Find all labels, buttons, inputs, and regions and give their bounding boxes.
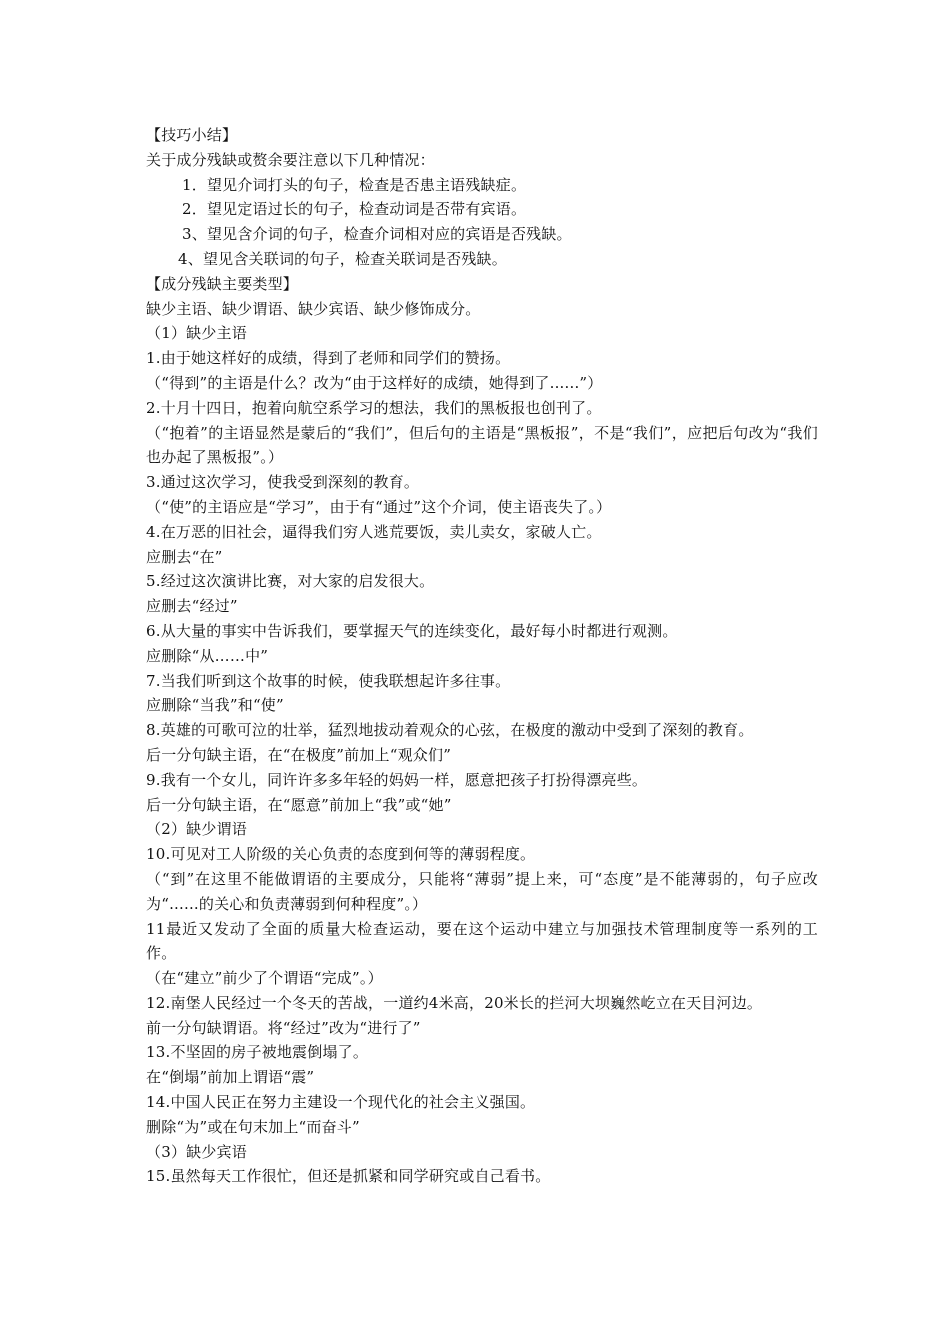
correction-text: 前一分句缺谓语。将“经过”改为“进行了” [146, 1018, 421, 1037]
section-heading-predicate: （2）缺少谓语 [146, 820, 247, 839]
heading-tips: 【技巧小结】 [146, 126, 238, 144]
example-sentence: 2.十月十四日，抱着向航空系学习的想法，我们的黑板报也创刊了。 [146, 398, 602, 417]
example-sentence: 3.通过这次学习，使我受到深刻的教育。 [146, 473, 420, 492]
example-sentence: 15.虽然每天工作很忙，但还是抓紧和同学研究或自己看书。 [146, 1167, 551, 1186]
tip-item: 2．望见定语过长的句子，检查动词是否带有宾语。 [182, 200, 527, 219]
example-sentence: 10.可见对工人阶级的关心负责的态度到何等的薄弱程度。 [146, 845, 536, 864]
tip-item: 4、望见含关联词的句子，检查关联词是否残缺。 [178, 249, 507, 268]
correction-text: 在“倒塌”前加上谓语“震” [146, 1068, 315, 1087]
example-sentence: 13.不坚固的房子被地震倒塌了。 [146, 1043, 369, 1062]
example-sentence: 4.在万恶的旧社会，逼得我们穷人逃荒要饭，卖儿卖女，家破人亡。 [146, 522, 602, 541]
example-sentence: 8.英雄的可歌可泣的壮举，猛烈地拔动着观众的心弦，在极度的激动中受到了深刻的教育。 [146, 721, 754, 740]
correction-text: 应删去“在” [146, 547, 223, 566]
example-sentence: 9.我有一个女儿，同许许多多年轻的妈妈一样，愿意把孩子打扮得漂亮些。 [146, 770, 648, 789]
section-heading-object: （3）缺少宾语 [146, 1142, 247, 1161]
example-sentence: 7.当我们听到这个故事的时候，使我联想起许多往事。 [146, 671, 511, 690]
document-page [146, 123, 818, 1189]
explanation-text: （“抱着”的主语显然是蒙后的“我们”，但后句的主语是“黑板报”，不是“我们”，应把后句改为“我们也办起了黑板报”。） [146, 423, 818, 467]
correction-text: 删除“为”或在句末加上“而奋斗” [146, 1117, 360, 1136]
explanation-text: （在“建立”前少了个谓语“完成”。） [146, 969, 383, 988]
section-heading-subject: （1）缺少主语 [146, 324, 247, 343]
tip-item: 1．望见介词打头的句子，检查是否患主语残缺症。 [182, 175, 527, 194]
explanation-text: （“得到”的主语是什么？改为“由于这样好的成绩，她得到了......”） [146, 373, 603, 392]
example-sentence: 6.从大量的事实中告诉我们，要掌握天气的连续变化，最好每小时都进行观测。 [146, 621, 678, 640]
correction-text: 后一分句缺主语，在“在极度”前加上“观众们” [146, 745, 452, 764]
correction-text: 应删除“从……中” [146, 646, 269, 665]
correction-text: 应删除“当我”和“使” [146, 696, 284, 715]
intro-text: 关于成分残缺或赘余要注意以下几种情况： [146, 150, 435, 169]
explanation-text: （“使”的主语应是“学习”，由于有“通过”这个介词，使主语丧失了。） [146, 497, 612, 516]
types-summary: 缺少主语、缺少谓语、缺少宾语、缺少修饰成分。 [146, 299, 481, 318]
example-sentence: 1.由于她这样好的成绩，得到了老师和同学们的赞扬。 [146, 349, 511, 368]
explanation-text: （“到”在这里不能做谓语的主要成分，只能将“薄弱”提上来，可“态度”是不能薄弱的，句子应改为“......的关心和负责薄弱到何种程度”。） [146, 869, 818, 913]
heading-types: 【成分残缺主要类型】 [146, 274, 299, 293]
example-sentence: 14.中国人民正在努力主建设一个现代化的社会主义强国。 [146, 1093, 536, 1112]
example-sentence: 12.南堡人民经过一个冬天的苦战，一道约4米高，20米长的拦河大坝巍然屹立在天目河边。 [146, 993, 763, 1012]
tip-item: 3、望见含介词的句子，检查介词相对应的宾语是否残缺。 [182, 225, 572, 244]
example-sentence: 5.经过这次演讲比赛，对大家的启发很大。 [146, 572, 435, 591]
correction-text: 后一分句缺主语，在“愿意”前加上“我”或“她” [146, 795, 452, 814]
correction-text: 应删去“经过” [146, 597, 238, 616]
example-sentence: 11最近又发动了全面的质量大检查运动，要在这个运动中建立与加强技术管理制度等一系列的工作。 [146, 919, 818, 963]
